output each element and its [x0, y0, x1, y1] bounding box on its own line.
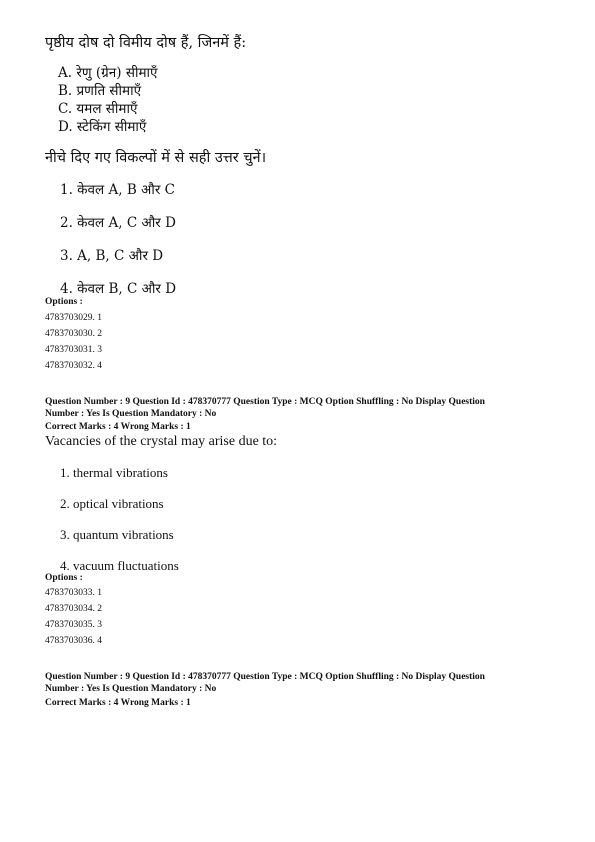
- q1-statement-b: B. प्रणति सीमाएँ: [58, 83, 142, 99]
- q2-choice-4: 4. vacuum fluctuations: [60, 558, 179, 573]
- q3-meta-line-2: Number : Yes Is Question Mandatory : No: [45, 684, 217, 694]
- q1-statement-d: D. स्टेकिंग सीमाएँ: [58, 119, 147, 135]
- q1-option-id-2: 4783703030. 2: [45, 329, 102, 339]
- q1-choice-4: 4. केवल B, C और D: [60, 281, 177, 297]
- q2-meta-line-2: Number : Yes Is Question Mandatory : No: [45, 409, 217, 419]
- q1-option-id-3: 4783703031. 3: [45, 345, 102, 355]
- q1-choice-1: 1. केवल A, B और C: [60, 182, 175, 198]
- q1-options-label: Options :: [45, 297, 83, 307]
- q3-meta-line-1: Question Number : 9 Question Id : 478370777 Question Type : MCQ Option Shuffling : No Display Question: [45, 672, 485, 682]
- q3-marks: Correct Marks : 4 Wrong Marks : 1: [45, 698, 191, 708]
- q1-instruction: नीचे दिए गए विकल्पों में से सही उत्तर चुनें।: [45, 150, 267, 166]
- q1-option-id-4: 4783703032. 4: [45, 361, 102, 371]
- q1-statement-a: A. रेणु (ग्रेन) सीमाएँ: [58, 65, 158, 81]
- q1-statement-c: C. यमल सीमाएँ: [58, 101, 138, 117]
- q1-stem: पृष्ठीय दोष दो विमीय दोष हैं, जिनमें हैं:: [45, 35, 247, 51]
- q2-option-id-3: 4783703035. 3: [45, 620, 102, 630]
- q1-choice-2: 2. केवल A, C और D: [60, 215, 176, 231]
- q1-option-id-1: 4783703029. 1: [45, 313, 102, 323]
- q2-option-id-1: 4783703033. 1: [45, 588, 102, 598]
- q2-meta-line-1: Question Number : 9 Question Id : 478370777 Question Type : MCQ Option Shuffling : No Display Question: [45, 397, 485, 407]
- q2-option-id-2: 4783703034. 2: [45, 604, 102, 614]
- q2-option-id-4: 4783703036. 4: [45, 636, 102, 646]
- q2-marks: Correct Marks : 4 Wrong Marks : 1: [45, 422, 191, 432]
- q2-options-label: Options :: [45, 573, 83, 583]
- q2-choice-2: 2. optical vibrations: [60, 496, 164, 511]
- q1-choice-3: 3. A, B, C और D: [60, 248, 164, 264]
- q2-stem: Vacancies of the crystal may arise due to:: [45, 434, 278, 449]
- q2-choice-3: 3. quantum vibrations: [60, 527, 174, 542]
- q2-choice-1: 1. thermal vibrations: [60, 465, 168, 480]
